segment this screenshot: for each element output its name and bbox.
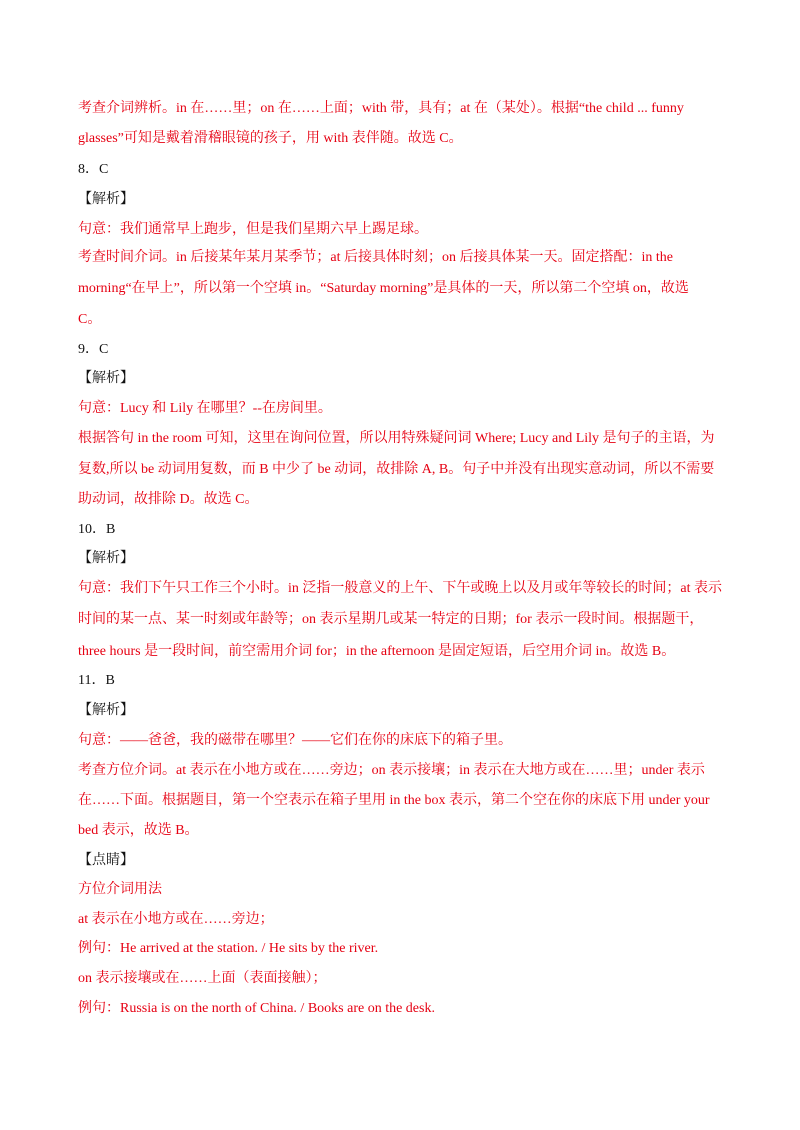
- section-heading: 【解析】: [78, 371, 134, 386]
- text-line: 助动词，故排除 D。故选 C。: [78, 492, 259, 507]
- question-number: 8．C: [78, 162, 109, 177]
- text-line: 考查方位介词。at 表示在小地方或在……旁边；on 表示接壤；in 表示在大地方或在……里；under 表示: [78, 763, 705, 778]
- text-line: glasses”可知是戴着滑稽眼镜的孩子，用 with 表伴随。故选 C。: [78, 131, 463, 146]
- text-line: on 表示接壤或在……上面（表面接触）；: [78, 971, 327, 986]
- text-line: at 表示在小地方或在……旁边；: [78, 912, 274, 927]
- text-line: 句意：——爸爸，我的磁带在哪里？——它们在你的床底下的箱子里。: [78, 733, 512, 748]
- question-number: 9．C: [78, 342, 109, 357]
- text-line: 句意：Lucy 和 Lily 在哪里？--在房间里。: [78, 401, 332, 416]
- text-line: 在……下面。根据题目，第一个空表示在箱子里用 in the box 表示，第二个空在你的床底下用 under your: [78, 793, 710, 808]
- text-line: 方位介词用法: [78, 882, 162, 897]
- text-line: 考查介词辨析。in 在……里；on 在……上面；with 带，具有；at 在（某处）。根据“the child ... funny: [78, 101, 684, 116]
- section-heading: 【点睛】: [78, 853, 134, 868]
- section-heading: 【解析】: [78, 192, 134, 207]
- question-number: 10．B: [78, 522, 116, 537]
- text-line: 句意：我们下午只工作三个小时。in 泛指一般意义的上午、下午或晚上以及月或年等较长的时间；at 表示: [78, 581, 722, 596]
- text-line: three hours 是一段时间，前空需用介词 for；in the afternoon 是固定短语，后空用介词 in。故选 B。: [78, 644, 676, 659]
- section-heading: 【解析】: [78, 703, 134, 718]
- text-line: 根据答句 in the room 可知，这里在询问位置，所以用特殊疑问词 Where; Lucy and Lily 是句子的主语，为: [78, 431, 715, 446]
- question-number: 11．B: [78, 673, 115, 688]
- section-heading: 【解析】: [78, 551, 134, 566]
- text-line: 句意：我们通常早上跑步，但是我们星期六早上踢足球。: [78, 222, 428, 237]
- text-line: morning“在早上”，所以第一个空填 in。“Saturday morning”是具体的一天，所以第二个空填 on，故选: [78, 281, 689, 296]
- text-line: 考查时间介词。in 后接某年某月某季节；at 后接具体时刻；on 后接具体某一天。固定搭配：in the: [78, 250, 673, 265]
- text-line: C。: [78, 312, 102, 327]
- text-line: 例句：Russia is on the north of China. / Books are on the desk.: [78, 1001, 435, 1016]
- text-line: 时间的某一点、某一时刻或年龄等；on 表示星期几或某一特定的日期；for 表示一段时间。根据题干，: [78, 612, 704, 627]
- text-line: 例句：He arrived at the station. / He sits by the river.: [78, 941, 379, 956]
- text-line: 复数,所以 be 动词用复数，而 B 中少了 be 动词，故排除 A, B。句子中并没有出现实意动词，所以不需要: [78, 462, 715, 477]
- text-line: bed 表示，故选 B。: [78, 823, 199, 838]
